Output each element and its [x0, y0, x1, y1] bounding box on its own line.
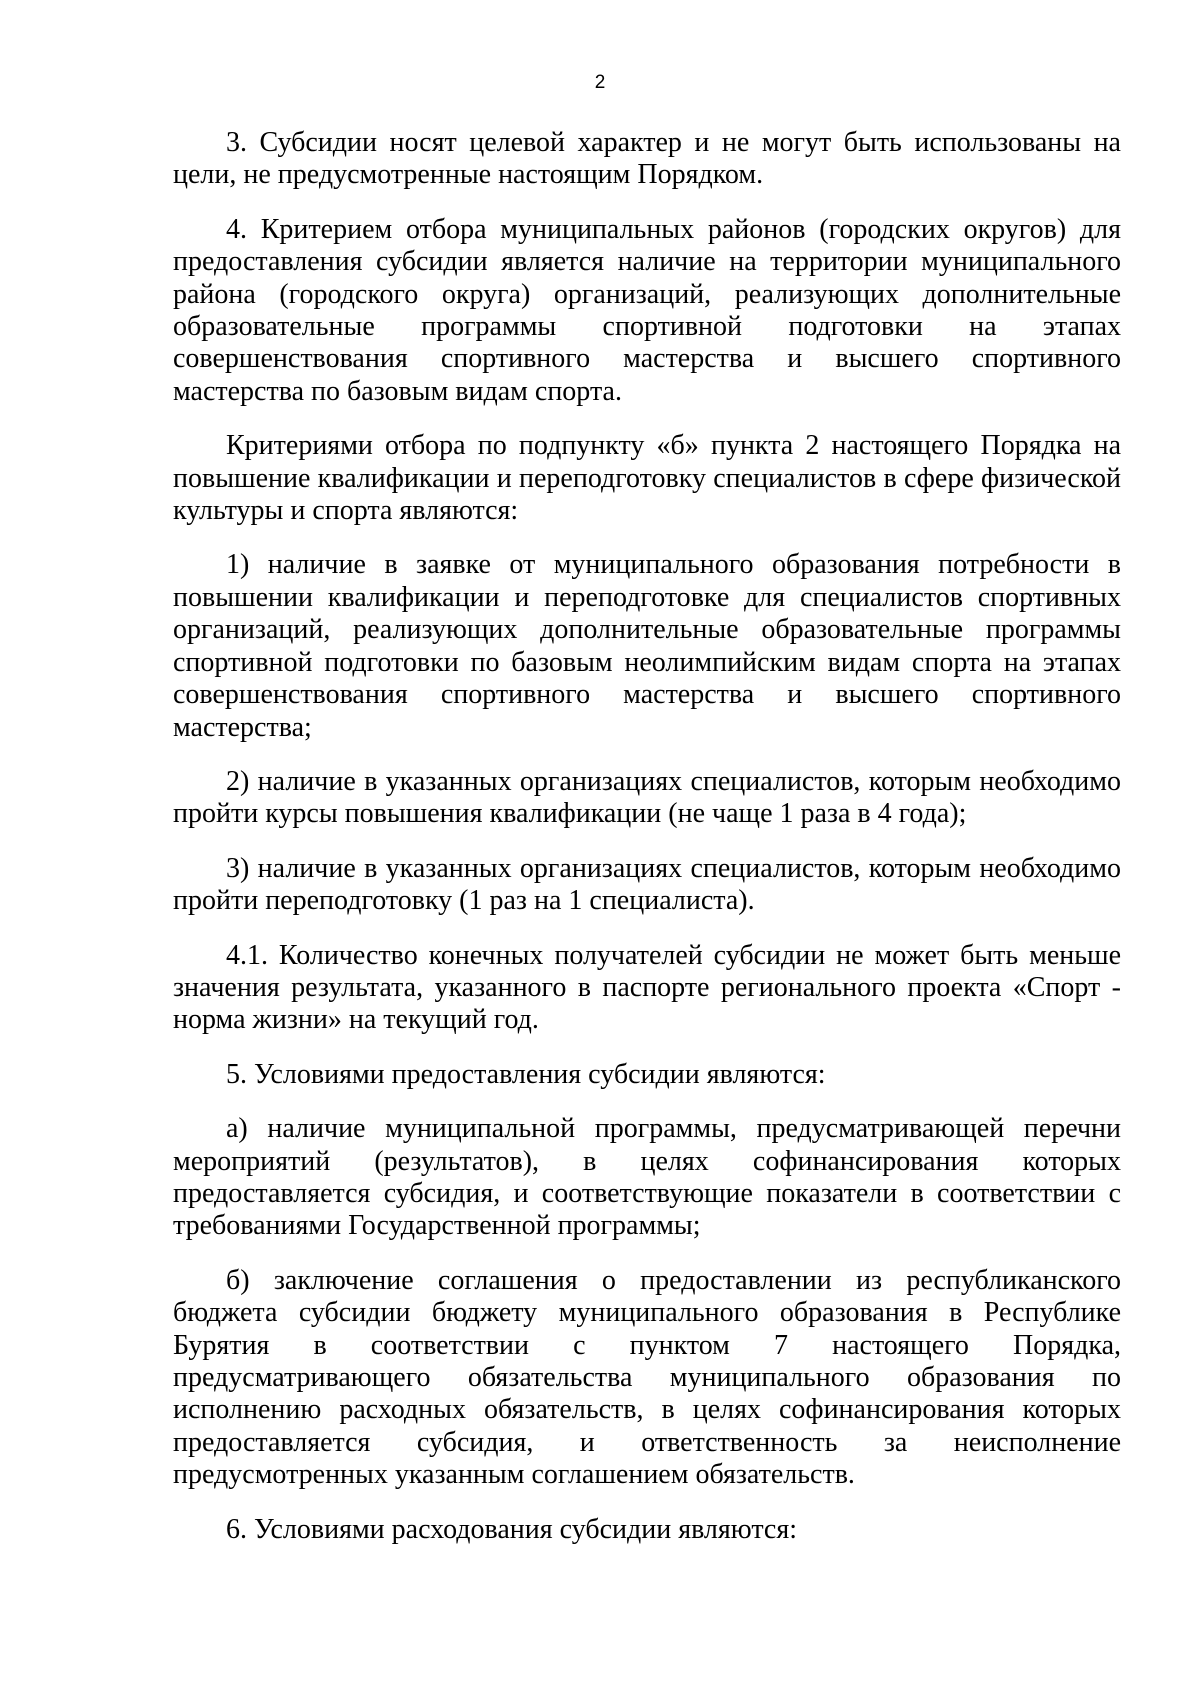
- paragraph-item-3: 3. Субсидии носят целевой характер и не могут быть использованы на цели, не предусмотренные настоящим Порядком.: [173, 127, 1121, 191]
- list-item-3: 3) наличие в указанных организациях специалистов, которым необходимо пройти переподготовку (1 раз на 1 специалиста).: [173, 852, 1121, 917]
- list-item-b: б) заключение соглашения о предоставлении из республиканского бюджета субсидии бюджету муниципального образования в Республике Бурятия в соответствии с пунктом 7 настоящего Порядка, предусматривающего обязательства муниципального образования по исполнению расходных обязательств, в целях софинансирования которых предоставляется субсидия, и ответственность за неисполнение предусмотренных указанным соглашением обязательств.: [173, 1264, 1121, 1491]
- document-body: [173, 127, 1121, 1568]
- list-item-2: 2) наличие в указанных организациях специалистов, которым необходимо пройти курсы повышения квалификации (не чаще 1 раза в 4 года);: [173, 765, 1121, 830]
- list-item-a: а) наличие муниципальной программы, предусматривающей перечни мероприятий (результатов), в целях софинансирования которых предоставляется субсидия, и соответствующие показатели в соответствии с требованиями Государственной программы;: [173, 1113, 1121, 1242]
- list-item-1: 1) наличие в заявке от муниципального образования потребности в повышении квалификации и переподготовке для специалистов спортивных организаций, реализующих дополнительные образовательные программы спортивной подготовки по базовым неолимпийским видам спорта на этапах совершенствования спортивного мастерства и высшего спортивного мастерства;: [173, 549, 1121, 743]
- paragraph-item-6: 6. Условиями расходования субсидии являются:: [226, 1513, 797, 1545]
- page-number: 2: [594, 72, 606, 93]
- paragraph-item-4: 4. Критерием отбора муниципальных районов (городских округов) для предоставления субсидии является наличие на территории муниципального района (городского округа) организаций, реализующих дополнительные образовательные программы спортивной подготовки на этапах совершенствования спортивного мастерства и высшего спортивного мастерства по базовым видам спорта.: [173, 213, 1121, 407]
- paragraph-item-5: 5. Условиями предоставления субсидии являются:: [226, 1058, 826, 1090]
- paragraph-criteria-b: Критериями отбора по подпункту «б» пункта 2 настоящего Порядка на повышение квалификации и переподготовку специалистов в сфере физической культуры и спорта являются:: [173, 430, 1121, 527]
- paragraph-item-4-1: 4.1. Количество конечных получателей субсидии не может быть меньше значения результата, указанного в паспорте регионального проекта «Спорт - норма жизни» на текущий год.: [173, 939, 1121, 1036]
